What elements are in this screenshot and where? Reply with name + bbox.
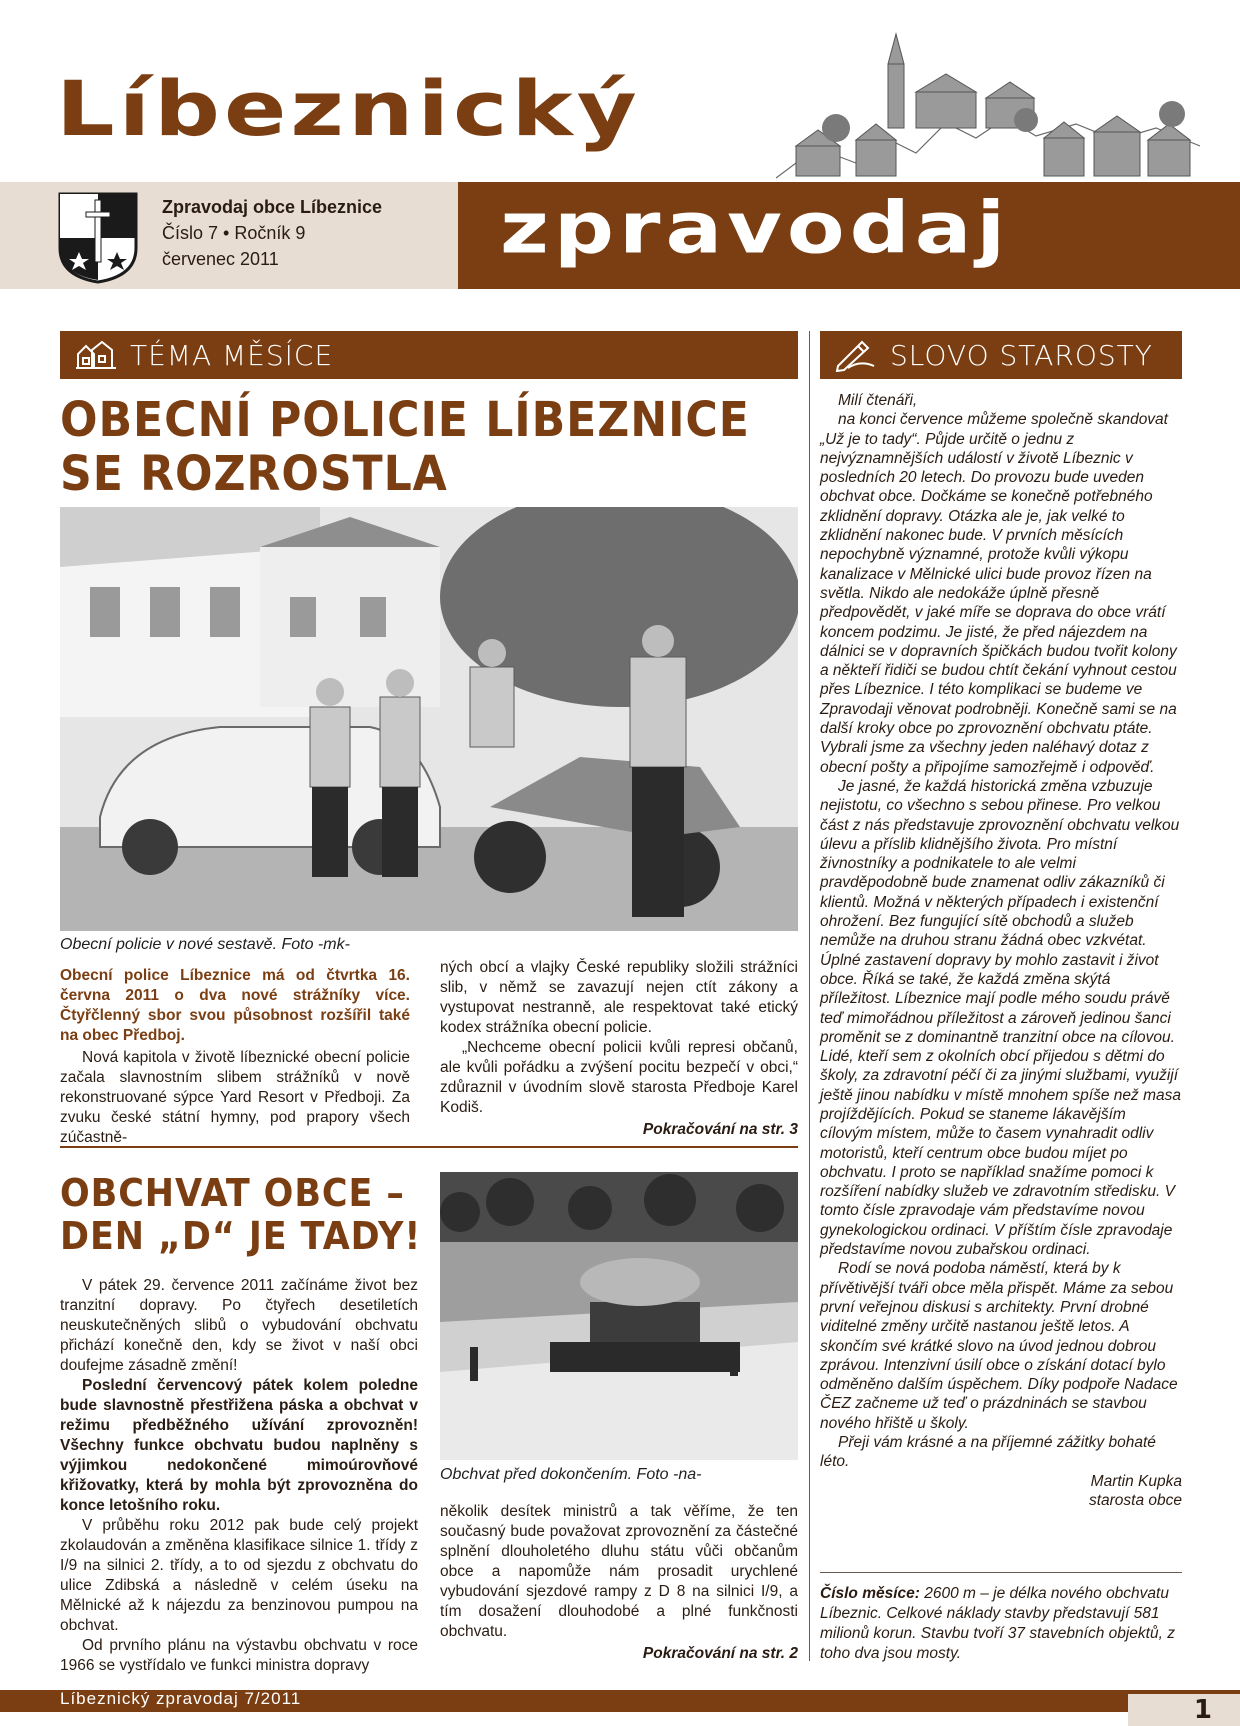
article2-headline-line1: OBCHVAT OBCE –: [60, 1171, 405, 1215]
issue-date: červenec 2011: [162, 249, 279, 269]
section-bar-mayor: [820, 331, 1182, 379]
mayor-column: [820, 391, 1182, 1510]
issue-number: Číslo 7 • Ročník 9: [162, 223, 306, 243]
village-skyline-illustration: [776, 28, 1200, 188]
mayor-greeting: Milí čtenáři,: [838, 392, 918, 409]
mayor-signature-name: Martin Kupka: [1090, 1472, 1182, 1490]
bypass-photo-caption: Obchvat před dokončením. Foto -na-: [440, 1466, 702, 1483]
article1-headline-line2: SE ROZROSTLA: [60, 445, 448, 502]
article2-paragraph: několik desítek ministrů a tak věříme, že ten současný bude považovat zprovoznění za částečné splnění dlouholetého dluhu státu vůči občanům obce a napomůže nám prosadit urychlené vybudování sjezdové rampy z D 8 na silnici I/9, a tím dosažení dlouhodobé a plné funkčnosti obchvatu.: [440, 1503, 798, 1640]
fact-label: Číslo měsíce:: [820, 1585, 920, 1602]
publication-name: Zpravodaj obce Líbeznice: [162, 197, 383, 217]
police-photo: [60, 507, 798, 931]
article1-lead: Obecní police Líbeznice má od čtvrtka 16. června 2011 o dva nové strážníky více. Čtyřčlenný sbor svou působnost rozšířil také na obec Předboj.: [60, 967, 410, 1044]
column-divider: [809, 331, 810, 1661]
issue-info: [162, 194, 382, 272]
article2-paragraph: Poslední červencový pátek kolem poledne bude slavnostně přestřižena páska a obchvat v režimu předběžného užívání zprovozněn! Všechny funkce obchvatu budou naplněny s výjimkou nedokončené mimoúrovňové křižovatky, která by mohla být zprovozněna do konce letošního roku.: [60, 1377, 418, 1514]
article1-paragraph: Nová kapitola v životě líbeznické obecní policie začala slavnostním slibem strážníků v nově rekonstruované sýpce Yard Resort v Předboji. Za zvuku české státní hymny, pod prapory všech zúčastně-: [60, 1049, 410, 1146]
article2-paragraph: V pátek 29. července 2011 začínáme život bez tranzitní dopravy. Po čtyřech desetiletích neuskutečněných slibů o vybudování obchvatu přichází konečně den, kdy se život v naší obci doufejme zásadně změní!: [60, 1277, 418, 1374]
coat-of-arms-icon: [58, 192, 138, 284]
masthead-subtitle: zpravodaj: [500, 186, 1011, 270]
section-bar-topic: [60, 331, 798, 379]
mayor-paragraph: Přeji vám krásné a na příjemné zážitky bohaté léto.: [820, 1434, 1156, 1471]
fact-separator: [820, 1572, 1182, 1573]
police-photo-caption: Obecní policie v nové sestavě. Foto -mk-: [60, 936, 350, 953]
article1-headline-line1: OBECNÍ POLICIE LÍBEZNICE: [60, 392, 750, 448]
masthead-title: Líbeznický: [56, 65, 641, 154]
footer-text: Líbeznický zpravodaj 7/2011: [60, 1689, 302, 1708]
village-houses-icon: [74, 338, 118, 372]
mayor-signature-role: starosta obce: [1088, 1491, 1182, 1509]
article1-body-left: [60, 1048, 410, 1148]
article2-headline-line2: DEN „D“ JE TADY!: [60, 1213, 422, 1258]
mayor-paragraph: Je jasné, že každá historická změna vzbuzuje nejistotu, co všechno s sebou přinese. Pro velkou část z nás představuje zprovoznění obchvatu velkou úlevu a příslib klidnějšího života. Pro místní živnostníky a podnikatele to ale velmi pravděpodobně bude znamenat odliv zákazníků či klientů. Možná v některých případech i existenční ohrožení. Bez fungující sítě obchodů a služeb nemůže na druhou stranu žádná obec vzkvétat. Úplné zastavení dopravy by mohlo zastavit i život obce. Říká se také, že každá změna skýtá příležitost. Líbeznice mají podle mého soudu právě teď mimořádnou příležitost a zároveň jedinou šanci proměnit se z dominantně tranzitní obce na cílovou. Lidé, kteří sem z okolních obcí přijedou s dětmi do školy, za zdravotní péčí či za jinými službami, využijí ještě jinou nabídku v místě mnohem spíše než masa projíždějících. Pokud se staneme lákavějším cílovým místem, může to časem vynahradit odliv motoristů, kteří centrum obce budou míjet po obchvatu. I proto se například snažíme pomoci k rozšíření nabídky služeb ve zdravotním středisku. V tomto čísle zpravodaje vám představíme novou gynekologickou ordinaci. V příštím čísle zpravodaje představíme novou zubařskou ordinaci.: [820, 777, 1181, 1259]
article1-headline: [60, 394, 778, 502]
fact-text: 2600 m – je délka nového obchvatu Líbeznic. Celkové náklady stavby představují 581 milionů korun. Stavbu tvoří 37 stavebních objektů, z toho dva jsou mosty.: [820, 1585, 1175, 1662]
section-title-topic: TÉMA MĚSÍCE: [130, 338, 334, 372]
article-separator: [60, 1146, 798, 1148]
mayor-paragraph: na konci července můžeme společně skandovat „Už je to tady“. Půjde určitě o jednu z nejvýznamnějších událostí v životě Líbeznic v posledních 20 letech. Do provozu bude uveden obchvat obce. Dočkáme se konečně potřebného zklidnění dopravy. Otázka ale je, jak velké to zklidnění nakonec bude. V prvních měsících nepochybně významné, protože kvůli výkopu kanalizace v Mělnické ulici bude provoz řízen na světla. Nikdo ale nedokáže úplně přesně předpovědět, v jaké míře se doprava do obce vrátí koncem podzimu. Je jisté, že před nájezdem na dálnici se v dopravních špičkách budou tvořit kolony a někteří řidiči se budou chtít čekání vyhnout cestou přes Líbeznice. I této komplikaci se budeme ve Zpravodaji věnovat podrobněji. Konečně sami se na další kroky obce po zprovoznění obchvatu ptáte. Vybrali jsme za všechny jeden naléhavý dotaz z obecní pošty a připojíme samozřejmě i odpověď.: [820, 411, 1177, 776]
article1-body-right: [440, 958, 798, 1140]
article2-continued-link[interactable]: Pokračování na str. 2: [642, 1645, 798, 1662]
writing-hand-icon: [834, 338, 878, 372]
section-title-mayor: SLOVO STAROSTY: [890, 338, 1153, 372]
article2-paragraph: Od prvního plánu na výstavbu obchvatu v roce 1966 se vystřídalo ve funkci ministra dopravy: [60, 1637, 418, 1674]
article1-paragraph: ných obcí a vlajky České republiky složili strážníci slib, v němž se zavazují nejen ctít zákony a vystupovat nestranně, ale respektovat také etický kodex strážníka obecní policie.: [440, 959, 798, 1036]
article2-body-left: [60, 1276, 418, 1676]
article1-continued-link[interactable]: Pokračování na str. 3: [642, 1121, 798, 1138]
page-number: 1: [1128, 1694, 1240, 1726]
article2-body-right: [440, 1502, 798, 1664]
article2-paragraph: V průběhu roku 2012 pak bude celý projekt zkolaudován a změněna klasifikace silnice 1. třídy z I/9 na silnici 2. třídy, a to od sjezdu z obchvatu do ulice Zdibská a následně v celém úseku na Mělnické až k nájezdu za benzinovou pumpou na obchvat.: [60, 1517, 418, 1634]
article2-headline: [60, 1172, 446, 1257]
article1-paragraph: „Nechceme obecní policii kvůli represi občanů, ale kvůli pořádku a zvýšení pocitu bezpečí v obci,“ zdůraznil v úvodním slově starosta Předboje Karel Kodiš.: [440, 1039, 798, 1116]
number-of-month-box: [820, 1584, 1182, 1664]
bypass-construction-photo: [440, 1172, 798, 1460]
mayor-paragraph: Rodí se nová podoba náměstí, která by k přívětivější tváři obce měla přispět. Máme za sebou první veřejnou diskusi s architekty. První drobné viditelné změny určitě nastanou ještě letos. A skončím své krátké slovo na úvod jednou dobrou zprávou. Intenzivní úsilí obce o získání dotací bylo odměněno dalším úspěchem. Díky podpoře Nadace ČEZ začneme už teď o prázdninách se stavbou nového hřiště u školy.: [820, 1260, 1178, 1432]
